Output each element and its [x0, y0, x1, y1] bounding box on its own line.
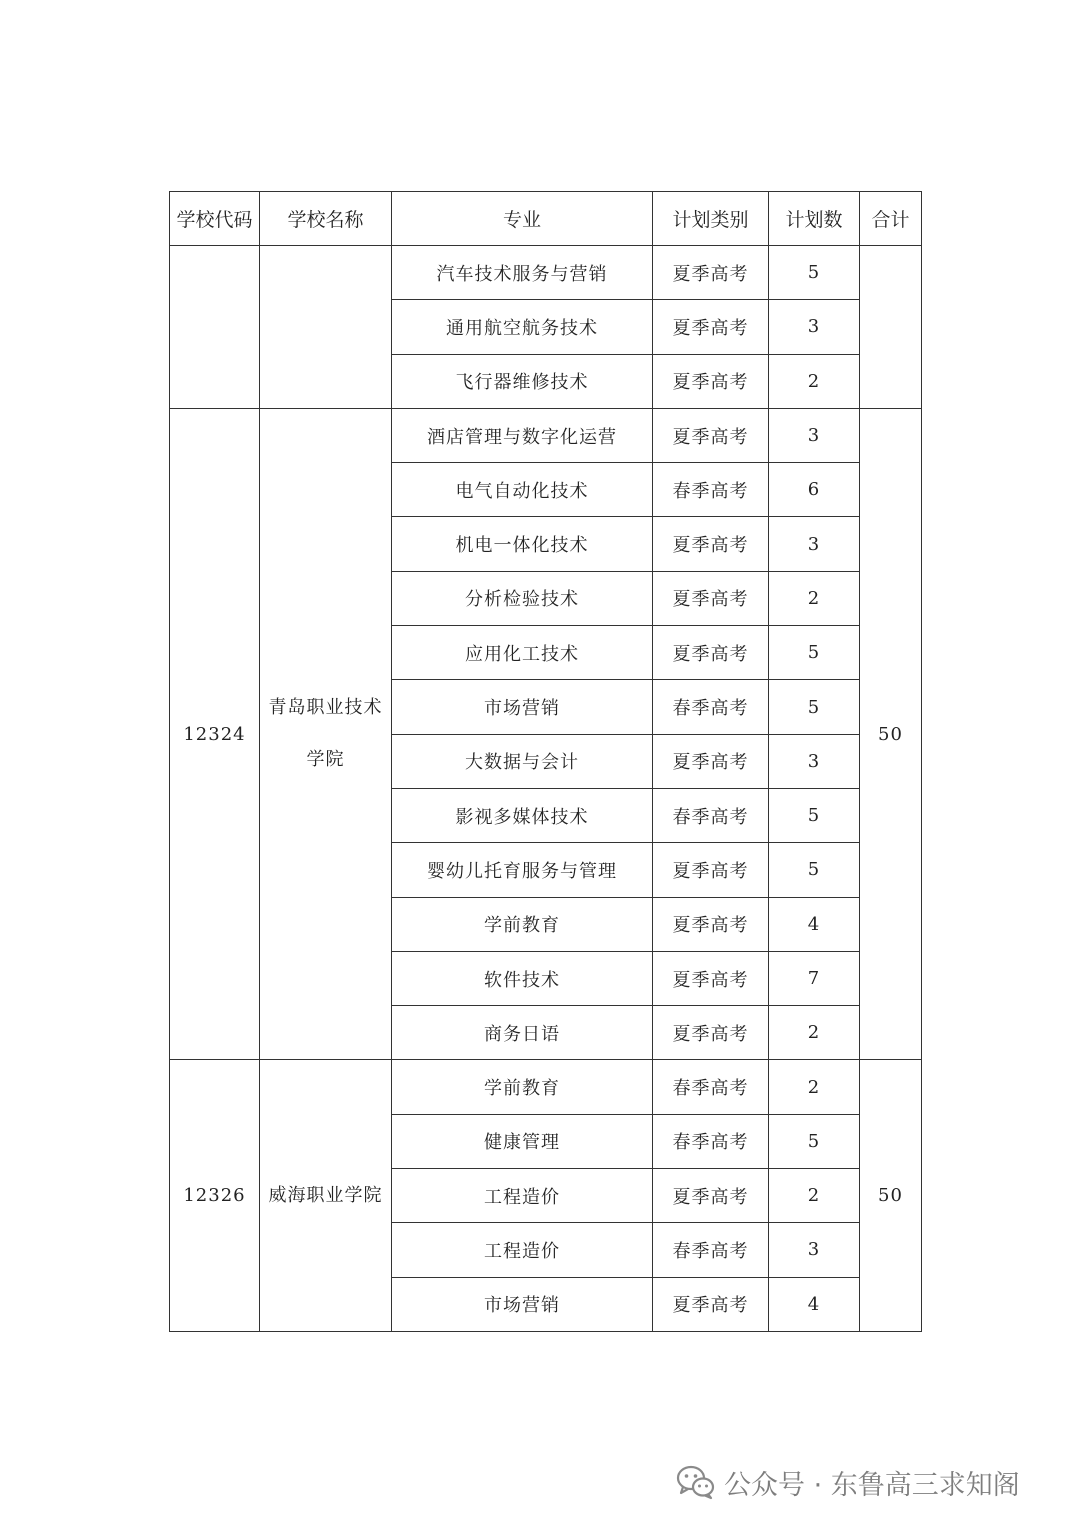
plan-type-cell: 夏季高考 — [653, 1169, 769, 1223]
plan-type-cell: 夏季高考 — [653, 517, 769, 571]
plan-type-cell: 夏季高考 — [653, 408, 769, 462]
plan-type-cell: 春季高考 — [653, 1060, 769, 1114]
school-name-cell — [260, 408, 392, 1060]
major-cell: 应用化工技术 — [392, 626, 653, 680]
plan-count-cell: 4 — [769, 1277, 860, 1331]
plan-type-cell: 夏季高考 — [653, 734, 769, 788]
plan-type-cell: 春季高考 — [653, 1114, 769, 1168]
plan-count-cell: 5 — [769, 1114, 860, 1168]
plan-count-cell: 2 — [769, 354, 860, 408]
plan-count-cell: 5 — [769, 246, 860, 300]
school-code-cell: 12326 — [170, 1060, 260, 1331]
plan-count-cell: 2 — [769, 571, 860, 625]
major-cell: 市场营销 — [392, 1277, 653, 1331]
header-school-code: 学校代码 — [170, 192, 260, 246]
plan-count-cell: 5 — [769, 788, 860, 842]
wechat-icon — [676, 1464, 716, 1500]
major-cell: 软件技术 — [392, 951, 653, 1005]
school-name-cell — [260, 1060, 392, 1331]
table-header-row — [170, 192, 922, 246]
major-cell: 电气自动化技术 — [392, 463, 653, 517]
school-code-cell — [170, 246, 260, 409]
watermark-text: 公众号 · 东鲁高三求知阁 — [724, 1469, 1020, 1501]
school-name-line: 学院 — [306, 749, 345, 771]
plan-type-cell: 春季高考 — [653, 463, 769, 517]
total-cell: 50 — [860, 408, 922, 1060]
major-cell: 学前教育 — [392, 1060, 653, 1114]
major-cell: 婴幼儿托育服务与管理 — [392, 843, 653, 897]
header-plan-count: 计划数 — [769, 192, 860, 246]
total-cell: 50 — [860, 1060, 922, 1331]
table-body — [170, 246, 922, 1332]
plan-type-cell: 夏季高考 — [653, 354, 769, 408]
school-code-cell: 12324 — [170, 408, 260, 1060]
plan-count-cell: 2 — [769, 1060, 860, 1114]
plan-type-cell: 夏季高考 — [653, 951, 769, 1005]
plan-type-cell: 夏季高考 — [653, 1006, 769, 1060]
plan-type-cell: 夏季高考 — [653, 1277, 769, 1331]
plan-count-cell: 6 — [769, 463, 860, 517]
major-cell: 通用航空航务技术 — [392, 300, 653, 354]
school-name-cell — [260, 246, 392, 409]
plan-type-cell: 春季高考 — [653, 680, 769, 734]
school-name-line: 青岛职业技术 — [268, 697, 383, 719]
plan-count-cell: 3 — [769, 517, 860, 571]
school-name-line: 威海职业学院 — [268, 1184, 383, 1206]
major-cell: 市场营销 — [392, 680, 653, 734]
major-cell: 机电一体化技术 — [392, 517, 653, 571]
plan-count-cell: 3 — [769, 1223, 860, 1277]
plan-count-cell: 5 — [769, 626, 860, 680]
plan-type-cell: 夏季高考 — [653, 300, 769, 354]
plan-count-cell: 5 — [769, 843, 860, 897]
watermark — [676, 1460, 1020, 1504]
plan-type-cell: 夏季高考 — [653, 897, 769, 951]
plan-type-cell: 夏季高考 — [653, 246, 769, 300]
plan-type-cell: 夏季高考 — [653, 843, 769, 897]
header-total: 合计 — [860, 192, 922, 246]
plan-count-cell: 4 — [769, 897, 860, 951]
plan-type-cell: 夏季高考 — [653, 626, 769, 680]
major-cell: 工程造价 — [392, 1169, 653, 1223]
total-cell — [860, 246, 922, 409]
major-cell: 影视多媒体技术 — [392, 788, 653, 842]
plan-count-cell: 7 — [769, 951, 860, 1005]
major-cell: 汽车技术服务与营销 — [392, 246, 653, 300]
major-cell: 分析检验技术 — [392, 571, 653, 625]
major-cell: 工程造价 — [392, 1223, 653, 1277]
table-row — [170, 408, 922, 462]
major-cell: 大数据与会计 — [392, 734, 653, 788]
plan-count-cell: 3 — [769, 300, 860, 354]
major-cell: 学前教育 — [392, 897, 653, 951]
header-school-name: 学校名称 — [260, 192, 392, 246]
plan-type-cell: 春季高考 — [653, 1223, 769, 1277]
table-row — [170, 246, 922, 300]
plan-count-cell: 3 — [769, 734, 860, 788]
plan-count-cell: 2 — [769, 1169, 860, 1223]
enrollment-plan-table — [169, 191, 922, 1332]
plan-type-cell: 夏季高考 — [653, 571, 769, 625]
header-plan-type: 计划类别 — [653, 192, 769, 246]
major-cell: 健康管理 — [392, 1114, 653, 1168]
major-cell: 酒店管理与数字化运营 — [392, 408, 653, 462]
table-row — [170, 1060, 922, 1114]
plan-type-cell: 春季高考 — [653, 788, 769, 842]
plan-count-cell: 3 — [769, 408, 860, 462]
plan-count-cell: 2 — [769, 1006, 860, 1060]
major-cell: 商务日语 — [392, 1006, 653, 1060]
major-cell: 飞行器维修技术 — [392, 354, 653, 408]
plan-count-cell: 5 — [769, 680, 860, 734]
header-major: 专业 — [392, 192, 653, 246]
